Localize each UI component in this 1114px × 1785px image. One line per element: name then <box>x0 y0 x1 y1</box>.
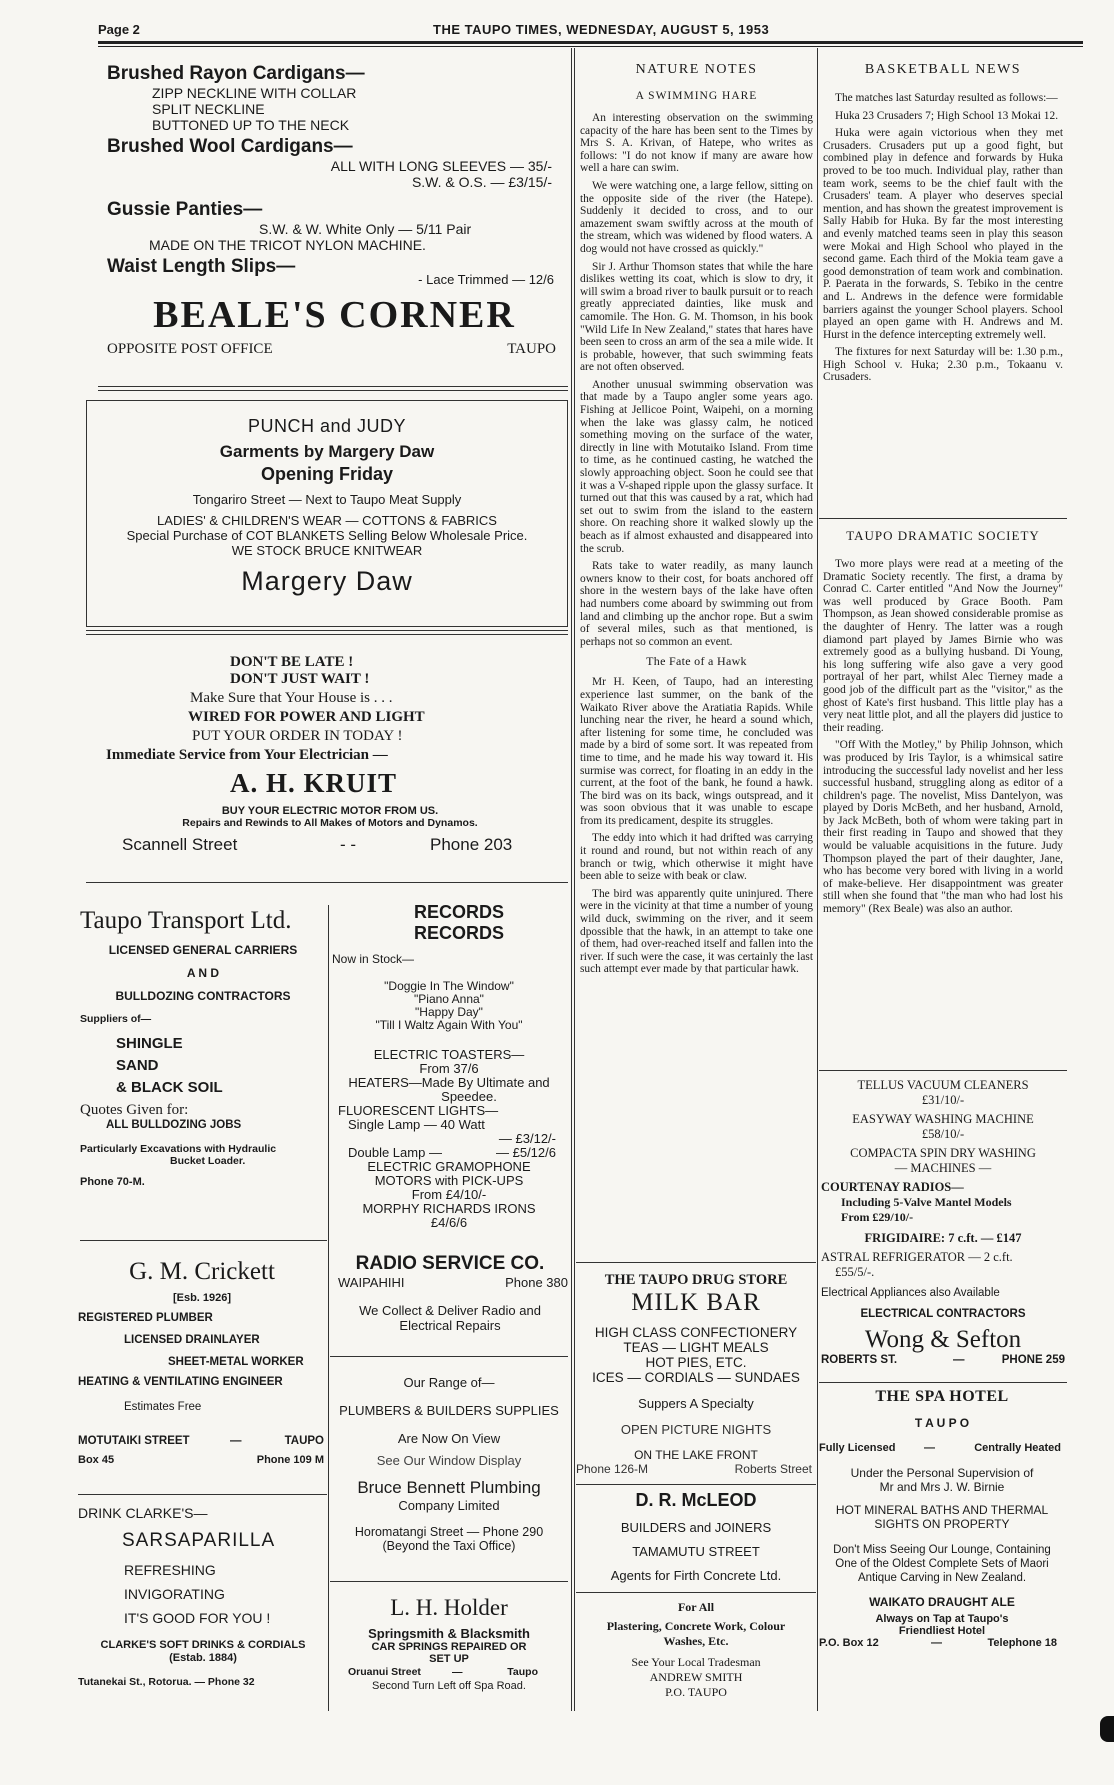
ad-line: Fully Licensed <box>819 1442 896 1454</box>
price: From £29/10/- <box>841 1210 914 1224</box>
song-title: "Piano Anna" <box>414 992 484 1006</box>
ad-heading: Brushed Rayon Cardigans— <box>107 63 365 84</box>
nature-notes-article <box>580 62 813 981</box>
po-box: Box 45 <box>78 1454 115 1466</box>
street: Roberts Street <box>734 1462 812 1476</box>
ad-line: EASYWAY WASHING MACHINE <box>852 1112 1034 1126</box>
ad-line: LADIES' & CHILDREN'S WEAR — COTTONS & FABRICS <box>157 513 497 528</box>
taupo-transport-ad <box>80 907 326 1188</box>
article-title: BASKETBALL NEWS <box>864 62 1022 77</box>
ad-line: Always on Tap at Taupo's <box>875 1613 1009 1625</box>
business-name: G. M. Crickett <box>129 1258 275 1285</box>
ad-line: SET UP <box>429 1653 469 1665</box>
ad-line: See Our Window Display <box>376 1453 522 1468</box>
bruce-bennett-ad <box>330 1375 568 1553</box>
punch-and-judy-ad <box>86 400 568 627</box>
ad-line: Suppliers of— <box>80 1013 152 1025</box>
ad-line: Bucket Loader. <box>170 1155 246 1167</box>
ad-line: Suppers A Specialty <box>638 1396 754 1411</box>
price: — £3/12/- <box>498 1131 556 1146</box>
ad-line: REFRESHING <box>124 1562 216 1578</box>
ad-divider <box>98 390 568 391</box>
ad-line: Opening Friday <box>260 464 393 484</box>
holder-blacksmith-ad <box>330 1595 568 1692</box>
ad-line: DON'T BE LATE ! <box>230 654 354 670</box>
article-divider <box>819 518 1067 519</box>
product-name: SARSAPARILLA <box>122 1530 276 1551</box>
ad-line: INVIGORATING <box>124 1586 225 1602</box>
signature-logo: Margery Daw <box>241 566 413 596</box>
street: Scannell Street <box>122 835 238 854</box>
established: [Esb. 1926] <box>172 1292 232 1304</box>
ad-line: Estimates Free <box>124 1401 202 1413</box>
ad-line: COURTENAY RADIOS— <box>821 1180 964 1194</box>
ad-line: SIGHTS ON PROPERTY <box>874 1517 1010 1531</box>
ad-line: Electrical Repairs <box>399 1318 501 1333</box>
records-ad <box>330 902 568 1230</box>
ad-line: BULLDOZING CONTRACTORS <box>115 989 291 1003</box>
phone: Phone 380 <box>505 1275 568 1290</box>
ad-line: BUTTONED UP TO THE NECK <box>152 117 350 133</box>
article-paragraph: Mr H. Keen, of Taupo, had an interesting experience last summer, on the bank of the Waikato River above the Aratiatia Rapids. While lunching near the river, he heard a sound which, after listening for some time, he concluded was made by a bird of some sort. It was repeated from time to time, and he made his way toward it. His surmise was correct, for floating in an eddy in the current, at the foot of the bank, he found a hawk. The bird was on its back, wings outspread, and it was soon obvious that it was unable to escape from its predicament, despite its struggles. <box>580 676 813 827</box>
ad-line: Garments by Margery Daw <box>219 442 435 461</box>
business-name: RADIO SERVICE CO. <box>355 1253 545 1274</box>
ad-line: FLUORESCENT LIGHTS— <box>338 1103 499 1118</box>
ad-line: Including 5-Valve Mantel Models <box>841 1195 1012 1209</box>
song-title: "Doggie In The Window" <box>384 979 514 993</box>
article-paragraph: An interesting observation on the swimming capacity of the hare has been sent to the Times by Mrs S. A. Krivan, of Hatepe, who writes as follows: "I do not know if many are aware how well a hare can swim. <box>580 112 813 175</box>
ad-line: Repairs and Rewinds to All Makes of Motors and Dynamos. <box>182 817 478 829</box>
ad-line: Second Turn Left off Spa Road. <box>372 1680 526 1692</box>
ad-line: MOTORS with PICK-UPS <box>374 1173 524 1188</box>
article-paragraph: Another unusual swimming observation was that made by a Taupo angler some years ago. Fishing at Jellicoe Point, Waipehi, on a morning when the lake was glassy calm, he noticed something moving on the surface of the water, directly in line with Motutaiko Island. From time to time, as he continued casting, he watched the slowly approaching object. Soon he could see that it was a V-shaped ripple upon the glassy surface. It turned out that this was caused by a rat, which had set out to swim from the island to the eastern shore. On reaching shore it walked slowly up the beach as if almost exhausted and disappeared into the scrub. <box>580 378 813 555</box>
ad-line: HIGH CLASS CONFECTIONERY <box>594 1325 798 1340</box>
ad-line: LICENSED DRAINLAYER <box>124 1334 260 1346</box>
ad-heading: Waist Length Slips— <box>107 256 296 277</box>
ad-divider <box>78 1494 327 1495</box>
ad-line: Particularly Excavations with Hydraulic <box>80 1143 277 1155</box>
ad-line: MADE ON THE TRICOT NYLON MACHINE. <box>149 237 426 253</box>
masthead-title: THE TAUPO TIMES, WEDNESDAY, AUGUST 5, 1953 <box>433 22 770 37</box>
separator: — <box>924 1442 935 1454</box>
separator: — <box>931 1637 942 1649</box>
price: £58/10/- <box>921 1127 965 1141</box>
ad-line: Are Now On View <box>397 1431 501 1446</box>
spa-hotel-ad <box>819 1388 1065 1652</box>
business-name: Wong & Sefton <box>864 1326 1022 1353</box>
ad-line: SHEET-METAL WORKER <box>168 1356 304 1368</box>
ad-line: ELECTRIC TOASTERS— <box>373 1047 525 1062</box>
ad-line: Speedee. <box>441 1089 497 1104</box>
ad-line: BUILDERS and JOINERS <box>620 1520 772 1535</box>
dramatic-society-article <box>823 528 1063 921</box>
town: TAUPO <box>284 1435 324 1447</box>
store-name: BEALE'S CORNER <box>153 294 516 336</box>
page-edge-mark <box>1100 1716 1114 1742</box>
ad-divider <box>86 634 568 635</box>
street: ROBERTS ST. <box>821 1354 898 1366</box>
ad-line: PUT YOUR ORDER IN TODAY ! <box>192 728 403 744</box>
ad-divider <box>576 1484 816 1485</box>
ad-line: SPLIT NECKLINE <box>152 101 265 117</box>
ad-heading: Brushed Wool Cardigans— <box>107 136 353 157</box>
ad-line: LICENSED GENERAL CARRIERS <box>108 943 298 957</box>
ad-divider <box>576 1262 816 1263</box>
ad-line: ALL WITH LONG SLEEVES — 35/- <box>330 158 552 174</box>
phone: Phone 126-M <box>576 1462 649 1476</box>
business-name: Bruce Bennett Plumbing <box>357 1478 541 1497</box>
ad-line: HEATING & VENTILATING ENGINEER <box>78 1376 283 1388</box>
ad-line: Immediate Service from Your Electrician — <box>106 747 388 763</box>
product: SAND <box>116 1057 159 1074</box>
ad-divider <box>330 1581 568 1582</box>
ad-line: PLUMBERS & BUILDERS SUPPLIES <box>339 1403 559 1418</box>
article-paragraph: The fixtures for next Saturday will be: 1.30 p.m., High School v. Huka; 2.30 p.m., Tokaanu v. Crusaders. <box>823 346 1063 384</box>
location: WAIPAHIHI <box>338 1275 405 1290</box>
ad-line: MORPHY RICHARDS IRONS <box>362 1201 536 1216</box>
business-name: THE TAUPO DRUG STORE <box>604 1272 788 1288</box>
ad-heading: RECORDS <box>413 902 504 922</box>
phone: Phone 203 <box>430 835 513 854</box>
po-box: P.O. Box 12 <box>819 1637 879 1649</box>
article-paragraph: The bird was apparently quite uninjured. There were in the vicinity at that time a number of young wild duck, swimming on the river, and it seem dpossible that the hawk, in an attempt to take one of them, had over-reached itself and fallen into the river. If such were the case, it was certainly the last such attempt ever made by that particular hawk. <box>580 887 813 976</box>
ad-line: Double Lamp — <box>348 1145 442 1160</box>
article-paragraph: We were watching one, a large fellow, sitting on the opposite side of the river (the Hatepe). Suddenly it decided to cross, and to our amazement swam swiftly across at the mouth of the stream, which was widened by flood waters. A dog would not have crossed as quickly." <box>580 179 813 255</box>
ad-line: BUY YOUR ELECTRIC MOTOR FROM US. <box>221 805 439 817</box>
column-divider <box>817 48 818 1711</box>
store-address: OPPOSITE POST OFFICE <box>107 341 273 357</box>
article-title: NATURE NOTES <box>635 62 758 77</box>
ad-line: COMPACTA SPIN DRY WASHING <box>850 1146 1036 1160</box>
business-name: L. H. Holder <box>390 1595 508 1620</box>
ad-line: OPEN PICTURE NIGHTS <box>620 1422 772 1437</box>
crickett-plumber-ad <box>78 1258 326 1470</box>
ad-divider <box>86 882 568 883</box>
ad-line: Friendliest Hotel <box>898 1625 986 1637</box>
store-town: TAUPO <box>507 341 556 357</box>
ad-line: We Collect & Deliver Radio and <box>359 1303 541 1318</box>
ad-line: Washes, Etc. <box>663 1634 729 1648</box>
mcleod-builders-ad <box>576 1490 816 1700</box>
separator: — <box>230 1435 242 1447</box>
ad-line: Centrally Heated <box>974 1442 1061 1454</box>
song-title: "Happy Day" <box>415 1005 483 1019</box>
street: MOTUTAIKI STREET <box>78 1435 190 1447</box>
ad-line: IT'S GOOD FOR YOU ! <box>124 1610 271 1626</box>
ad-divider <box>86 630 568 631</box>
ad-line: HOT PIES, ETC. <box>645 1355 747 1370</box>
page-number: Page 2 <box>98 22 140 37</box>
ad-line: HEATERS—Made By Ultimate and <box>348 1075 550 1090</box>
price: £4/6/6 <box>430 1215 468 1230</box>
article-paragraph: Huka were again victorious when they met Crusaders. Crusaders put up a good fight, but combined play in defence and forwards by Huka proved to be too much. Individual play, rather than team work, seems to be the chief fault with the Crusaders' team. A player who deserves special mention, and has shown the greatest improvement is Sally Habib for Huka. By far the most interesting and evenly matched teams seen in play this season were Mokai and High School who played in the second game. Each third of the Mokia team gave a good demonstration of team work and combination. P. Paerata in the forwards, S. Tebiko in the centre and L. Andrews in the defence were formidable barriers against the younger School players. School played an open game with H. Andrews and M. Hurst in the defence intercepting extremely well. <box>823 127 1063 341</box>
ad-line: Plastering, Concrete Work, Colour <box>606 1619 786 1633</box>
separator: — <box>452 1666 463 1678</box>
ad-line: TEAS — LIGHT MEALS <box>623 1340 769 1355</box>
ad-line: Now in Stock— <box>332 952 415 966</box>
ad-line: - Lace Trimmed — 12/6 <box>418 272 554 287</box>
drug-store-ad <box>576 1272 816 1477</box>
ad-line: Special Purchase of COT BLANKETS Selling Below Wholesale Price. <box>126 528 528 543</box>
ad-line: ZIPP NECKLINE WITH COLLAR <box>152 85 357 101</box>
ad-line: — MACHINES — <box>894 1161 992 1175</box>
kruit-electrician-ad <box>100 654 560 855</box>
ad-line: DRINK CLARKE'S— <box>78 1505 208 1521</box>
ad-heading: Gussie Panties— <box>107 199 263 220</box>
product: & BLACK SOIL <box>116 1079 223 1096</box>
ad-line: FRIGIDAIRE: 7 c.ft. — £147 <box>864 1231 1022 1245</box>
phone: PHONE 259 <box>1001 1354 1065 1366</box>
page-header <box>98 22 1083 40</box>
ad-divider <box>98 386 568 387</box>
ad-line: P.O. TAUPO <box>665 1685 727 1699</box>
separator: - - <box>340 835 357 854</box>
article-paragraph: Sir J. Arthur Thomson states that while the hare dislikes wetting its coat, which is slow to dry, it will swim a broad river to baulk pursuit or to reach greatly appreciated dainties, like musk and camomile. The Hon. G. M. Thomson, in his book "Wild Life In New Zealand," states that hares have been seen to cross an arm of the sea a mile wide. It is probable, however, that such swimming feats are not often observed. <box>580 260 813 374</box>
column-divider <box>574 48 575 1711</box>
ad-line: CLARKE'S SOFT DRINKS & CORDIALS <box>100 1639 306 1651</box>
phone: Phone 70-M. <box>80 1176 145 1188</box>
ad-divider <box>80 1240 327 1241</box>
ad-line: Electrical Appliances also Available <box>821 1287 1000 1299</box>
ad-line: (Beyond the Taxi Office) <box>382 1539 516 1553</box>
article-subtitle: The Fate of a Hawk <box>646 654 747 669</box>
ad-line: HOT MINERAL BATHS AND THERMAL <box>835 1503 1049 1517</box>
ad-line: Springsmith & Blacksmith <box>368 1626 530 1641</box>
ad-line: Single Lamp — 40 Watt <box>348 1117 485 1132</box>
ad-line: ALL BULLDOZING JOBS <box>106 1119 242 1131</box>
column-divider <box>328 905 329 1711</box>
ad-divider <box>819 1382 1067 1383</box>
article-paragraph: The matches last Saturday resulted as follows:— <box>835 92 1058 104</box>
ad-line: S.W. & O.S. — £3/15/- <box>411 174 552 190</box>
ad-line: CAR SPRINGS REPAIRED OR <box>371 1641 527 1653</box>
ad-line: Make Sure that Your House is . . . <box>190 690 393 706</box>
basketball-news-article <box>823 62 1063 389</box>
article-paragraph: "Off With the Motley," by Philip Johnson, which was produced by Iris Taylor, is a whimsical satire introducing the successful lady novelist and her less successful husband, struggling along as editor of a children's page. The novelist, Miss Dantelyon, was played by Doris McBeth, and her husband, Arnold, by Jack McBeth, both of whom were taking part in their first reading in Taupo and showed that they would be valuable acquisitions in the future. Judy Thompson played the part of their daughter, Jane, who has become very bored with living in a world of make-believe. Her disappointment was greater still when she found that "the man who had lost his memory" (Rex Beale) was also an author. <box>823 739 1063 916</box>
article-subtitle: A SWIMMING HARE <box>635 90 758 102</box>
address-phone: Horomatangi Street — Phone 290 <box>354 1525 544 1539</box>
business-name: D. R. McLEOD <box>635 1490 757 1510</box>
ad-line: A N D <box>186 966 220 980</box>
ad-divider <box>819 1070 1067 1071</box>
ad-line: ELECTRIC GRAMOPHONE <box>367 1159 531 1174</box>
ad-line: TELLUS VACUUM CLEANERS <box>857 1078 1029 1092</box>
price: £31/10/- <box>921 1093 965 1107</box>
business-name: Taupo Transport Ltd. <box>80 907 292 934</box>
radio-service-ad <box>332 1253 568 1333</box>
ad-line: ICES — CORDIALS — SUNDAES <box>592 1370 800 1385</box>
ad-line: S.W. & W. White Only — 5/11 Pair <box>259 221 472 237</box>
ad-line: WIRED FOR POWER AND LIGHT <box>188 709 425 725</box>
ad-heading: RECORDS <box>413 923 504 943</box>
ad-line: Company Limited <box>398 1498 500 1513</box>
ad-line: Quotes Given for: <box>80 1102 189 1118</box>
article-paragraph: The eddy into which it had drifted was carrying it round and round, but not within reach of any branch or twig, which otherwise it might have been able to seize with beak or claw. <box>580 832 813 883</box>
street: Oruanui Street <box>348 1666 421 1678</box>
ad-line: ANDREW SMITH <box>649 1670 743 1684</box>
ad-line: ASTRAL REFRIGERATOR — 2 c.ft. <box>821 1250 1013 1264</box>
product: SHINGLE <box>116 1035 183 1052</box>
ad-line: Tongariro Street — Next to Taupo Meat Supply <box>192 492 462 507</box>
phone: Phone 109 M <box>256 1454 324 1466</box>
ad-line: WE STOCK BRUCE KNITWEAR <box>231 543 423 558</box>
ad-divider <box>330 1356 568 1357</box>
phone: Telephone 18 <box>987 1637 1057 1649</box>
article-paragraph: Rats take to water readily, as many launch owners know to their cost, for boats anchored off shore in the western bays of the lake have often had numbers come aboard by swimming out from land and climbing up the anchor rope. But a swim of several miles, such as that mentioned, is perhaps not so common an event. <box>580 560 813 648</box>
ad-line: (Estab. 1884) <box>169 1652 237 1664</box>
clarkes-drinks-ad <box>78 1505 328 1688</box>
article-title: TAUPO DRAMATIC SOCIETY <box>846 528 1040 543</box>
ad-paragraph: Don't Miss Seeing Our Lounge, Containing One of the Oldest Complete Sets of Maori Antique Carving in New Zealand. <box>833 1544 1051 1584</box>
ad-line: Our Range of— <box>403 1375 495 1390</box>
article-paragraph: Huka 23 Crusaders 7; High School 13 Mokai 12. <box>835 109 1059 122</box>
ad-line: TAMAMUTU STREET <box>632 1544 760 1559</box>
price: — £5/12/6 <box>496 1145 556 1160</box>
header-rule-thin <box>98 46 1083 47</box>
ad-line: For All <box>677 1600 715 1614</box>
business-name: THE SPA HOTEL <box>875 1388 1009 1405</box>
price: £55/5/-. <box>835 1265 875 1279</box>
ad-divider <box>576 1592 816 1593</box>
ad-line: ELECTRICAL CONTRACTORS <box>860 1308 1026 1320</box>
ad-line: REGISTERED PLUMBER <box>78 1312 213 1324</box>
song-title: "Till I Waltz Again With You" <box>375 1018 523 1032</box>
town: Taupo <box>507 1666 538 1678</box>
ad-line: ON THE LAKE FRONT <box>634 1448 758 1462</box>
business-name: MILK BAR <box>631 1289 761 1316</box>
shop-name: PUNCH and JUDY <box>247 416 407 436</box>
ad-line: From £4/10/- <box>411 1187 487 1202</box>
ad-line: Under the Personal Supervision of <box>850 1466 1034 1480</box>
wong-sefton-ad <box>821 1078 1065 1369</box>
ad-line: WAIKATO DRAUGHT ALE <box>869 1595 1015 1609</box>
ad-line: Agents for Firth Concrete Ltd. <box>610 1568 782 1583</box>
ad-line: Mr and Mrs J. W. Birnie <box>879 1480 1005 1494</box>
column-divider <box>571 48 572 1711</box>
ad-line: From 37/6 <box>419 1061 479 1076</box>
header-rule <box>98 41 1083 44</box>
article-paragraph: Two more plays were read at a meeting of the Dramatic Society recently. The first, a drama by Conrad C. Carter entitled "And Now the Journey" was well produced by Grace Booth. Pam Thompson, as Jean showed considerable promise as the daughter of Henry. The latter was a rough diamond part played by James Birnie who was extremely good as a bullying husband. Di Young, his long suffering wife also gave a very good portrayal of her part, whilst Alec Tierney made a good job of the difficult part as the "visitor," as the ghost of Kate's first husband. This little play has a very neat little plot, and all the players did justice to their reading. <box>823 558 1063 734</box>
beales-corner-ad <box>107 63 562 359</box>
town: T A U P O <box>914 1416 970 1430</box>
business-name: A. H. KRUIT <box>230 768 398 798</box>
separator: — <box>953 1354 965 1366</box>
address-phone: Tutanekai St., Rotorua. — Phone 32 <box>78 1676 255 1688</box>
ad-line: See Your Local Tradesman <box>631 1655 761 1669</box>
ad-line: DON'T JUST WAIT ! <box>230 671 370 687</box>
